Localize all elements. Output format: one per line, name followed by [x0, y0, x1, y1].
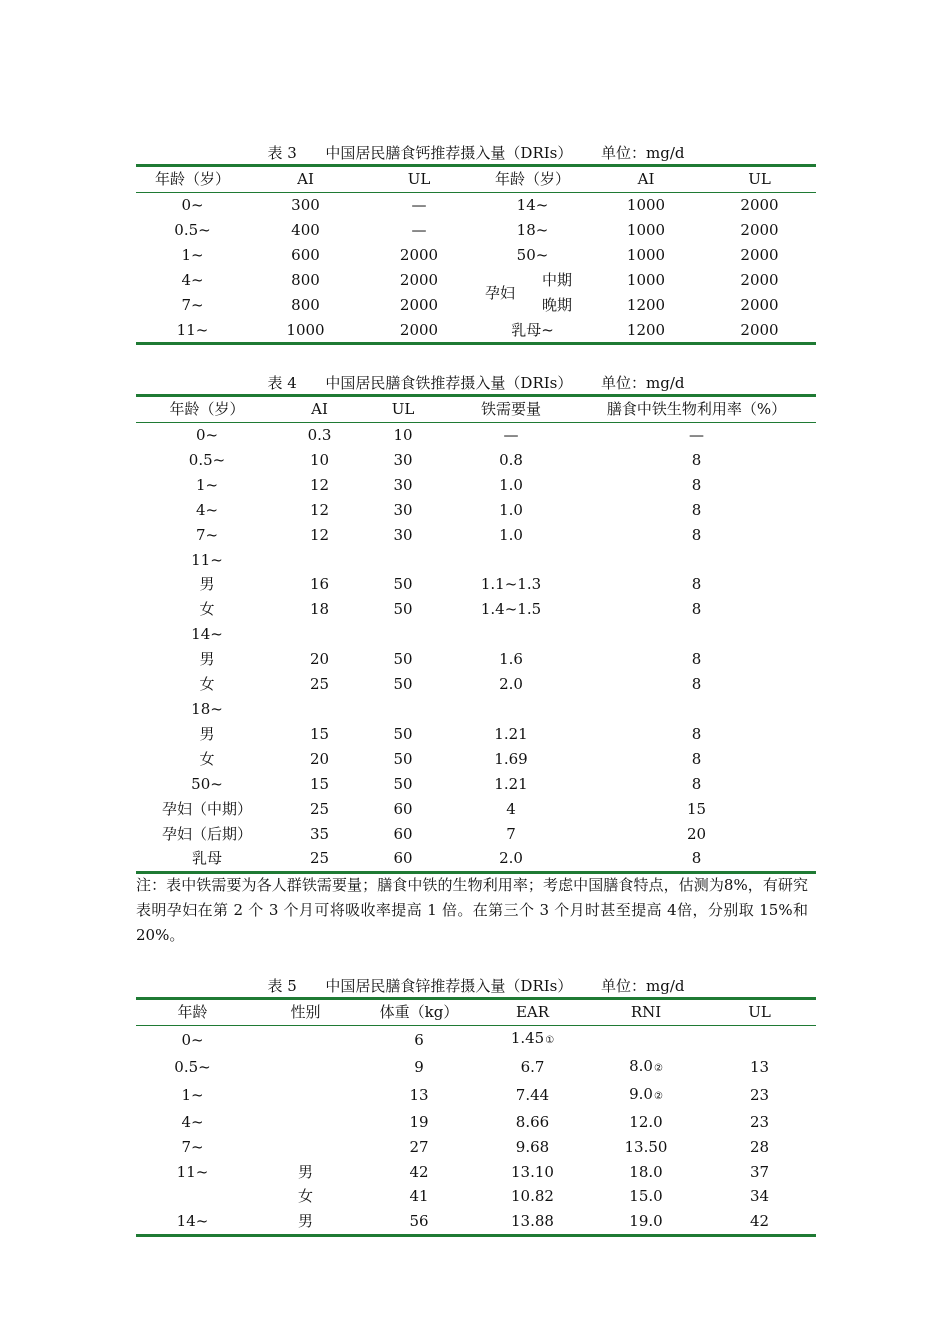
table-row [136, 1160, 816, 1185]
cell: 18~ [191, 699, 223, 718]
cell-value: 7.44 [515, 1086, 550, 1105]
footnote-mark: ① [545, 1035, 555, 1046]
table-row [136, 722, 816, 747]
cell: 11~ [136, 318, 249, 344]
cell-value: 42 [749, 1212, 770, 1231]
cell: 400 [291, 220, 320, 239]
cell: 18~ [516, 220, 549, 239]
table3-header: 年龄（岁） [136, 166, 249, 193]
table3-header: AI [589, 166, 703, 193]
cell [589, 1082, 703, 1110]
cell: 20 [309, 749, 330, 768]
cell-value: 6 [414, 1030, 424, 1049]
pregnant-cell [476, 268, 589, 318]
cell [362, 1160, 476, 1185]
cell: 15 [309, 774, 330, 793]
cell-value: 23 [749, 1086, 770, 1105]
cell [476, 1184, 589, 1209]
cell: 15 [686, 799, 707, 818]
cell: 1.4~1.5 [480, 600, 542, 619]
cell [703, 1135, 816, 1160]
cell: 2000 [703, 318, 816, 344]
cell-value: 0.5~ [174, 1058, 211, 1077]
cell [703, 1160, 816, 1185]
cell [361, 548, 445, 573]
cell: 20 [309, 650, 330, 669]
cell-value: 28 [749, 1137, 770, 1156]
cell: 孕妇（后期） [161, 824, 252, 843]
table5-zinc [136, 997, 816, 1237]
cell [476, 1209, 589, 1235]
cell-value: 56 [409, 1212, 429, 1231]
cell: 800 [291, 270, 320, 289]
cell-value: 23 [749, 1112, 770, 1131]
table-row [136, 318, 816, 344]
cell: 25 [278, 846, 361, 872]
cell [577, 697, 816, 722]
table-row [136, 1209, 816, 1235]
cell: 8 [691, 475, 702, 494]
table4-iron [136, 394, 816, 874]
table4-header: 铁需要量 [445, 396, 577, 423]
cell: 1000 [249, 318, 362, 344]
cell-value: 1.45 [510, 1029, 545, 1047]
table5-header: 性别 [249, 999, 362, 1026]
cell: 1000 [626, 270, 666, 289]
cell: 16 [309, 575, 330, 594]
cell [362, 1110, 476, 1135]
cell: 0.5~ [188, 450, 226, 469]
cell: 8 [691, 575, 702, 594]
cell-value: 1~ [181, 1086, 204, 1105]
cell: 10 [309, 450, 330, 469]
cell: 60 [393, 799, 413, 818]
cell: 1.0 [499, 525, 523, 544]
cell-value: 13.88 [511, 1212, 554, 1231]
table-row [136, 498, 816, 523]
cell [577, 548, 816, 573]
cell: 1.21 [494, 774, 528, 793]
cell-value: 男 [297, 1212, 313, 1231]
cell: 35 [309, 824, 330, 843]
cell-value: 14~ [176, 1212, 209, 1231]
table-row [136, 1082, 816, 1110]
cell-value: 41 [409, 1187, 429, 1206]
table-row [136, 846, 816, 872]
cell: 20 [686, 824, 707, 843]
cell: 1000 [626, 245, 666, 264]
table4-caption: 表 4 中国居民膳食铁推荐摄入量（DRIs） 单位：mg/d [267, 374, 685, 392]
cell: 男 [199, 575, 215, 594]
cell: 2.0 [499, 675, 523, 694]
cell: 0.3 [307, 426, 332, 444]
cell-value: 19 [409, 1112, 429, 1131]
cell [445, 548, 577, 573]
cell: 30 [393, 500, 413, 519]
table4-note: 注：表中铁需要为各人群铁需要量；膳食中铁的生物利用率；考虑中国膳食特点，估测为8%，有研究表明孕妇在第 2 个 3 个月可将吸收率提高 1 倍。在第三个 3 个月时甚至提高 4倍，分别取 15%和 20%。 [136, 876, 808, 944]
cell: 8 [691, 675, 702, 694]
cell: 0~ [181, 196, 204, 214]
table3-header: AI [249, 166, 362, 193]
cell-value: 13.50 [624, 1137, 668, 1156]
pregnant-mid-label: 中期 [542, 270, 573, 289]
table-row [136, 772, 816, 797]
table-row [136, 797, 816, 822]
cell [476, 1160, 589, 1185]
cell: 孕妇（中期） [161, 799, 252, 818]
cell-value: 18.0 [629, 1162, 663, 1181]
cell [577, 622, 816, 647]
table3-header-row [136, 166, 816, 193]
cell: 0.8 [499, 450, 523, 469]
cell [249, 1184, 362, 1209]
cell: 2000 [740, 196, 779, 214]
cell: 30 [393, 525, 413, 544]
table-row [136, 548, 816, 573]
table-row [136, 218, 816, 243]
cell [703, 1026, 816, 1054]
cell [136, 1054, 249, 1082]
cell [476, 1110, 589, 1135]
cell: 2000 [740, 220, 779, 239]
table4-header: 膳食中铁生物利用率（%） [577, 396, 816, 423]
cell [445, 622, 577, 647]
table-row [136, 622, 816, 647]
cell [249, 1160, 362, 1185]
cell [476, 1135, 589, 1160]
cell [249, 1026, 362, 1054]
cell [589, 1135, 703, 1160]
cell [361, 622, 445, 647]
table-row [136, 822, 816, 847]
cell-value: 8.66 [515, 1112, 550, 1131]
cell: 7~ [181, 295, 204, 314]
cell [589, 1184, 703, 1209]
cell: 30 [393, 475, 413, 494]
table4-header: 年龄（岁） [136, 396, 278, 423]
table5-caption: 表 5 中国居民膳食锌推荐摄入量（DRIs） 单位：mg/d [267, 977, 685, 995]
cell-value: 8.0 [629, 1056, 653, 1075]
table-row [136, 747, 816, 772]
table4-header: UL [361, 396, 445, 423]
cell: 1000 [626, 220, 666, 239]
cell [249, 1209, 362, 1235]
table-row [136, 672, 816, 697]
cell: 25 [309, 675, 330, 694]
cell [589, 1209, 703, 1235]
cell [362, 1054, 476, 1082]
cell: 1.0 [499, 500, 523, 519]
cell: 50~ [516, 245, 549, 264]
cell [703, 1054, 816, 1082]
cell-value: 13 [749, 1058, 770, 1077]
cell-value: 13 [409, 1086, 429, 1105]
cell [445, 697, 577, 722]
cell [249, 1082, 362, 1110]
cell: 600 [291, 245, 320, 264]
table3-header: 年龄（岁） [476, 166, 589, 193]
cell-value: 6.7 [520, 1058, 545, 1077]
cell: 1.21 [494, 724, 528, 743]
table5-header: 体重（kg） [362, 999, 476, 1026]
table-row [136, 423, 816, 448]
table-row [136, 243, 816, 268]
cell-value: 37 [749, 1162, 770, 1181]
cell: 12 [309, 475, 330, 494]
table-row [136, 1184, 816, 1209]
cell [249, 1135, 362, 1160]
cell: 10 [393, 426, 413, 444]
cell: 1~ [195, 475, 219, 494]
cell-value: 12.0 [629, 1112, 663, 1131]
cell-value: 27 [409, 1137, 429, 1156]
cell [136, 1209, 249, 1235]
cell: 12 [309, 525, 330, 544]
cell [703, 1184, 816, 1209]
table-row [136, 572, 816, 597]
table-row [136, 193, 816, 218]
cell-value: 9.0 [629, 1084, 653, 1103]
cell: 8 [691, 749, 702, 768]
cell: 50 [393, 575, 413, 594]
table5-header: RNI [589, 999, 703, 1026]
cell: 50 [393, 675, 413, 694]
cell [362, 1184, 476, 1209]
cell [589, 1110, 703, 1135]
cell: 乳母 [136, 846, 278, 872]
cell: 8 [691, 650, 702, 669]
table-row [136, 647, 816, 672]
cell: 2000 [399, 270, 439, 289]
cell [249, 1054, 362, 1082]
cell: 1200 [626, 295, 666, 314]
cell: 30 [393, 450, 413, 469]
cell: 8 [691, 450, 702, 469]
cell-value: 0~ [181, 1030, 204, 1049]
cell: 8 [577, 846, 816, 872]
cell [136, 1184, 249, 1209]
cell [589, 1054, 703, 1082]
cell [703, 1082, 816, 1110]
cell [476, 1082, 589, 1110]
table-row [136, 268, 816, 293]
cell-value: 42 [409, 1162, 429, 1181]
cell: 2000 [740, 295, 779, 314]
cell [362, 1135, 476, 1160]
table5-header: EAR [476, 999, 589, 1026]
pregnant-label: 孕妇 [485, 283, 516, 302]
table3-caption: 表 3 中国居民膳食钙推荐摄入量（DRIs） 单位：mg/d [267, 144, 685, 162]
cell: 2000 [399, 245, 439, 264]
cell: 1.1~1.3 [480, 575, 542, 594]
cell: 1.6 [499, 650, 523, 669]
cell [589, 1026, 703, 1054]
cell: 1200 [589, 318, 703, 344]
cell: 7 [506, 824, 516, 843]
table-row [136, 1054, 816, 1082]
cell-value: 4~ [181, 1112, 204, 1131]
cell [278, 697, 361, 722]
footnote-mark: ② [653, 1090, 663, 1102]
cell: 1000 [626, 196, 666, 214]
cell: 60 [393, 824, 413, 843]
table3-header: UL [362, 166, 476, 193]
cell-value: 15.0 [629, 1187, 663, 1206]
cell: — [411, 220, 427, 239]
cell [278, 622, 361, 647]
cell: 12 [309, 500, 330, 519]
table-row [136, 448, 816, 473]
cell: 8 [691, 724, 702, 743]
cell: 60 [361, 846, 445, 872]
table-row [136, 597, 816, 622]
table-row [136, 697, 816, 722]
table-row [136, 1135, 816, 1160]
cell: 2.0 [445, 846, 577, 872]
cell [249, 1110, 362, 1135]
cell: 11~ [191, 550, 223, 569]
cell [476, 1026, 589, 1054]
table3-header: UL [703, 166, 816, 193]
cell [589, 1160, 703, 1185]
cell [362, 1082, 476, 1110]
cell [361, 697, 445, 722]
cell: 8 [691, 500, 702, 519]
pregnant-late-label: 晚期 [542, 295, 573, 314]
cell-value: 9.68 [515, 1137, 550, 1156]
cell [703, 1110, 816, 1135]
cell: 女 [199, 749, 215, 768]
cell [136, 1026, 249, 1054]
cell: 0.5~ [174, 220, 211, 239]
cell: — [689, 426, 704, 444]
cell: 50~ [191, 774, 223, 793]
cell: 50 [393, 749, 413, 768]
cell [476, 1054, 589, 1082]
cell-value: 7~ [181, 1137, 204, 1156]
cell-value: 11~ [176, 1162, 209, 1181]
cell: — [503, 426, 519, 444]
cell: 女 [199, 600, 215, 619]
cell: 50 [393, 650, 413, 669]
table5-header-row [136, 999, 816, 1026]
cell: 800 [291, 295, 320, 314]
cell: 300 [291, 196, 320, 214]
cell [136, 1160, 249, 1185]
table-row [136, 523, 816, 548]
cell [362, 1026, 476, 1054]
table5-header: 年龄 [136, 999, 249, 1026]
cell: 4 [506, 799, 516, 818]
cell: 4~ [181, 270, 204, 289]
cell [703, 1209, 816, 1235]
cell: 25 [309, 799, 330, 818]
cell: 4~ [195, 500, 219, 519]
cell [136, 1110, 249, 1135]
cell: 14~ [191, 625, 223, 644]
cell: 乳母~ [476, 318, 589, 344]
cell: 1~ [181, 245, 204, 264]
cell: 2000 [399, 295, 439, 314]
cell: 8 [691, 600, 702, 619]
cell: — [411, 196, 427, 214]
cell: 0~ [195, 426, 219, 444]
cell: 2000 [362, 318, 476, 344]
cell-value: 10.82 [511, 1187, 554, 1206]
cell-value: 13.10 [511, 1162, 554, 1181]
cell: 8 [691, 774, 702, 793]
cell-value: 19.0 [629, 1212, 663, 1231]
cell [136, 1082, 249, 1110]
cell-value: 34 [749, 1187, 770, 1206]
cell: 50 [393, 724, 413, 743]
cell: 8 [691, 525, 702, 544]
cell-value: 9 [414, 1058, 424, 1077]
cell-value: 女 [297, 1187, 313, 1206]
footnote-mark: ② [653, 1062, 663, 1074]
cell: 15 [309, 724, 330, 743]
cell: 14~ [516, 196, 549, 214]
cell: 1.69 [494, 749, 528, 768]
cell: 18 [309, 600, 330, 619]
cell: 50 [393, 774, 413, 793]
cell: 7~ [195, 525, 219, 544]
cell: 50 [393, 600, 413, 619]
cell: 女 [199, 675, 215, 694]
cell [136, 1135, 249, 1160]
cell: 男 [199, 650, 215, 669]
table4-header-row [136, 396, 816, 423]
cell: 1.0 [499, 475, 523, 494]
cell [278, 548, 361, 573]
cell-value: 男 [297, 1162, 313, 1181]
cell: 2000 [740, 245, 779, 264]
cell: 男 [199, 724, 215, 743]
table-row [136, 473, 816, 498]
table5-header: UL [703, 999, 816, 1026]
table4-header: AI [278, 396, 361, 423]
table-row [136, 1026, 816, 1054]
cell: 2000 [740, 270, 779, 289]
cell [362, 1209, 476, 1235]
table3-calcium [136, 164, 816, 345]
table-row [136, 1110, 816, 1135]
